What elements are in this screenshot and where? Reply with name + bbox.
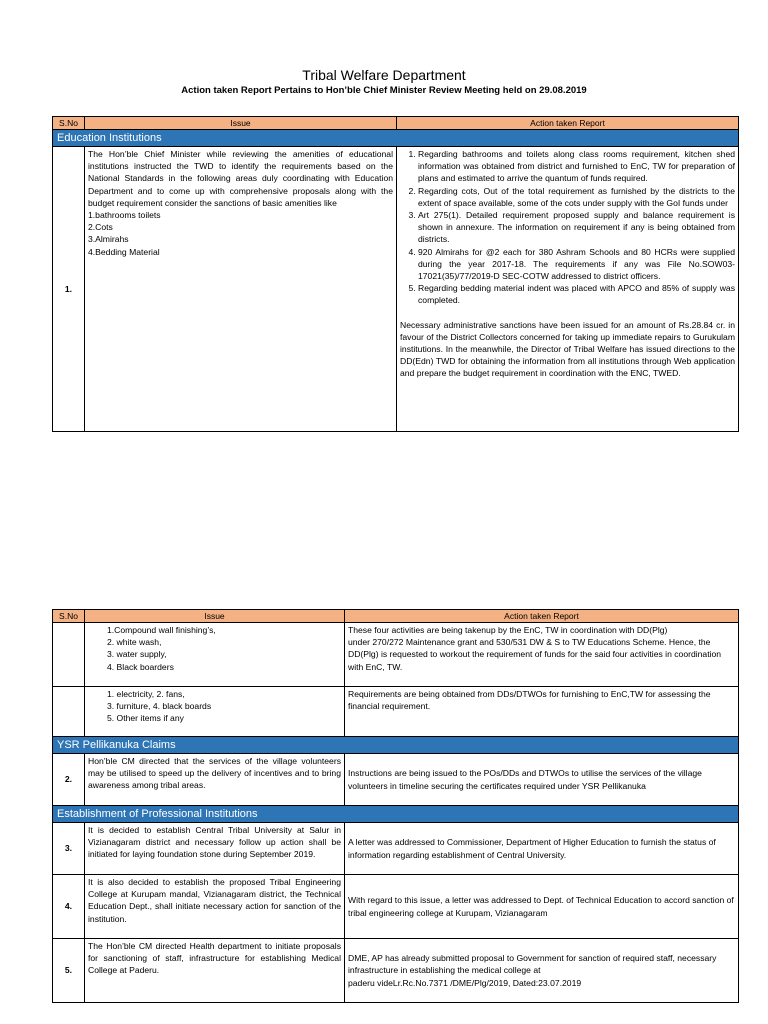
section-title-professional: Establishment of Professional Institutions [53, 806, 739, 823]
row-sno: 5. [53, 939, 85, 1003]
row-action: With regard to this issue, a letter was addressed to Dept. of Technical Education to accord sanction of tribal engineering college at Kurupam, Vizianagaram [345, 875, 739, 939]
col-header-issue: Issue [85, 117, 397, 130]
row-action [345, 939, 739, 1003]
row-issue [85, 147, 397, 432]
issue-item: 5. Other items if any [107, 713, 184, 724]
row-action: Instructions are being issued to the POs/DDs and DTWOs to utilise the services of the village volunteers in timeline securing the certificates required under YSR Pellikanuka [345, 754, 739, 806]
issue-item: 2.Cots [88, 222, 113, 233]
table-row [53, 823, 739, 875]
row-sno [53, 623, 85, 687]
action-line: DME, AP has already submitted proposal to Government for sanction of required staff, necessary infrastructure in establishing the medical college at [348, 953, 717, 976]
section-row [53, 737, 739, 754]
table-row [53, 754, 739, 806]
table-row [53, 147, 739, 432]
row-issue: The Hon’ble CM directed Health department to initiate proposals for sanctioning of staff, infrastructure for establishing Medical College at Paderu. [85, 939, 345, 1003]
action-item: 4. 920 Almirahs for @2 each for 380 Ashram Schools and 80 HCRs were supplied during the year 2017-18. The requirements if any was File No.SOW03-17021(35)/77/2019-D SEC-COTW addressed to district officers. [418, 246, 735, 283]
issue-item: 1.bathrooms toilets [88, 210, 161, 221]
row-action: A letter was addressed to Commissioner, Department of Higher Education to furnish the status of information regarding establishment of Central University. [345, 823, 739, 875]
row-issue [85, 687, 345, 737]
row-sno: 2. [53, 754, 85, 806]
issue-item: 4.Bedding Material [88, 246, 160, 257]
row-sno [53, 687, 85, 737]
row-action [397, 147, 739, 432]
action-line: These four activities are being takenup by the EnC, TW in coordination with DD(Plg) [348, 625, 668, 635]
table-row [53, 875, 739, 939]
action-paragraph: Necessary administrative sanctions have been issued for an amount of Rs.28.84 cr. in favour of the District Collectors concerned for taking up immediate repairs to Gurukulam institutions. In the meanwhile, the Director of Tribal Welfare has issued directions to the DD(Edn) TWD for obtaining the information from all institutions through Web application and prepare the budget requirement in coordination with the ENC, TWED. [400, 319, 735, 379]
table-row [53, 623, 739, 687]
action-item: 5. Regarding bedding material indent was placed with APCO and 85% of supply was completed. [418, 282, 735, 306]
col-header-action: Action taken Report [345, 610, 739, 623]
row-action [345, 623, 739, 687]
issue-item: 1. electricity, 2. fans, [107, 689, 185, 699]
col-header-issue: Issue [85, 610, 345, 623]
issue-item: 3. furniture, 4. black boards [107, 701, 212, 712]
table-header-row [53, 610, 739, 623]
section-title-ysr: YSR Pellikanuka Claims [53, 737, 739, 754]
action-line: paderu videLr.Rc.No.7371 /DME/Plg/2019, Dated:23.07.2019 [348, 977, 582, 988]
row-issue: It is decided to establish Central Tribal University at Salur in Vizianagaram district and necessary follow up action shall be initiated for laying foundation stone during September 2019. [85, 823, 345, 875]
section-title-education: Education Institutions [53, 130, 739, 147]
row-issue: Hon’ble CM directed that the services of the village volunteers may be utilised to speed up the delivery of incentives and to bring awareness among tribal areas. [85, 754, 345, 806]
row-sno: 3. [53, 823, 85, 875]
col-header-sno: S.No [53, 117, 85, 130]
action-line: under 270/272 Maintenance grant and 530/531 DW & S to TW Educations Scheme. Hence, the DD(Plg) is requested to workout the requirement of funds for the said four activities in coordination with EnC, TW. [348, 637, 722, 672]
issue-item: 1.Compound wall finishing’s, [107, 625, 216, 635]
action-item: 1. Regarding bathrooms and toilets along class rooms requirement, kitchen shed information was obtained from district and furnished to EnC, TW for preparation of plans and estimated to arrive the quantum of funds required. [418, 148, 735, 185]
issue-item: 4. Black boarders [107, 661, 174, 672]
section-row [53, 806, 739, 823]
table-row [53, 939, 739, 1003]
section-row [53, 130, 739, 147]
issue-item: 2. white wash, [107, 637, 162, 648]
issue-item: 3.Almirahs [88, 234, 129, 245]
col-header-sno: S.No [53, 610, 85, 623]
action-item: 2. Regarding cots, Out of the total requirement as furnished by the districts to the extent of space available, some of the cots under supply with the GoI funds under [418, 185, 735, 209]
row-issue: It is also decided to establish the proposed Tribal Engineering College at Kurupam mandal, Vizianagaram district, the Technical Education Dept., shall initiate necessary action for sanction of the institution. [85, 875, 345, 939]
row-sno: 4. [53, 875, 85, 939]
table-row [53, 687, 739, 737]
page-title: Tribal Welfare Department [302, 67, 466, 83]
row-sno: 1. [53, 147, 85, 432]
row-issue [85, 623, 345, 687]
action-list [400, 148, 735, 307]
issue-item: 3. water supply, [107, 649, 167, 660]
issue-text: The Hon’ble Chief Minister while reviewing the amenities of educational institutions instructed the TWD to identify the requirements based on the National Standards in the following areas duly coordinating with Education Department and to come up with comprehensive proposals along with the budget requirement consider the sanctions of basic amenities like [88, 149, 393, 208]
row-action: Requirements are being obtained from DDs/DTWOs for furnishing to EnC,TW for assessing the financial requirement. [345, 687, 739, 737]
col-header-action: Action taken Report [397, 117, 739, 130]
report-table-2 [52, 609, 739, 1003]
action-item: 3. Art 275(1). Detailed requirement proposed supply and balance requirement is shown in annexure. The information on requirement if any is being obtained from districts. [418, 209, 735, 246]
table-header-row [53, 117, 739, 130]
report-table-1 [52, 116, 739, 432]
page-subtitle: Action taken Report Pertains to Hon’ble Chief Minister Review Meeting held on 29.08.2019 [181, 85, 587, 96]
